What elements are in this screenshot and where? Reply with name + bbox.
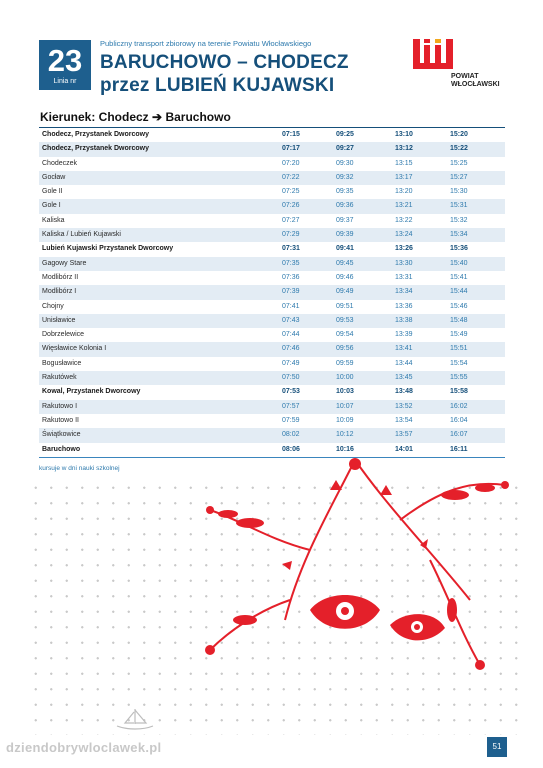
departure-time: 13:45	[391, 371, 450, 385]
departure-time: 15:48	[450, 314, 505, 328]
table-row	[39, 342, 505, 356]
departure-time: 09:41	[336, 245, 354, 253]
table-row	[39, 142, 505, 156]
departure-time: 09:39	[314, 228, 391, 242]
departure-time: 09:45	[314, 257, 391, 271]
departure-time: 13:34	[391, 285, 450, 299]
departure-time: 09:51	[336, 302, 354, 310]
departure-time: 10:09	[336, 416, 354, 424]
line-number-badge	[39, 40, 91, 90]
departure-time: 10:12	[314, 428, 391, 442]
departure-time: 07:35	[282, 257, 314, 271]
table-row	[39, 414, 505, 428]
departure-time: 13:22	[395, 216, 413, 224]
departure-time: 15:36	[450, 245, 468, 253]
direction-label: Kierunek: Chodecz	[40, 110, 149, 124]
departure-time: 13:44	[395, 359, 413, 367]
departure-time: 09:53	[314, 314, 391, 328]
departure-time: 07:15	[282, 128, 314, 143]
direction-destination: Baruchowo	[165, 110, 231, 124]
departure-time: 15:25	[450, 159, 468, 167]
departure-time: 15:40	[450, 257, 505, 271]
stop-name: Kaliska	[42, 216, 65, 224]
route-title: BARUCHOWO – CHODECZ	[100, 52, 349, 73]
stop-name: Unisławice	[39, 314, 282, 328]
departure-time: 09:36	[314, 199, 391, 213]
folk-floral-ornament	[190, 450, 520, 685]
route-subtitle: przez LUBIEŃ KUJAWSKI	[100, 75, 335, 96]
timetable	[39, 127, 505, 458]
stop-name: Kaliska / Lubień Kujawski	[39, 228, 282, 242]
powiat-logo-icon	[413, 39, 459, 75]
departure-time: 07:44	[282, 331, 300, 339]
stop-name: Modlibórz II	[42, 273, 79, 281]
departure-time: 08:06	[282, 443, 314, 458]
table-row	[39, 371, 505, 385]
departure-time: 07:29	[282, 228, 314, 242]
departure-time: 07:17	[282, 142, 314, 156]
table-row	[39, 214, 505, 228]
departure-time: 07:49	[282, 359, 300, 367]
departure-time: 09:35	[336, 188, 354, 196]
departure-time: 13:30	[391, 257, 450, 271]
departure-time: 07:25	[282, 188, 300, 196]
departure-time: 07:20	[282, 159, 300, 167]
departure-time: 15:22	[450, 142, 505, 156]
stop-name: Więsławice Kolonia I	[39, 342, 282, 356]
departure-time: 13:15	[395, 159, 413, 167]
table-row	[39, 271, 505, 285]
departure-time: 15:46	[450, 302, 468, 310]
departure-time: 15:32	[450, 216, 468, 224]
departure-time: 13:12	[391, 142, 450, 156]
departure-time: 09:46	[336, 273, 354, 281]
stop-name: Baruchowo	[39, 443, 282, 458]
departure-time: 07:36	[282, 273, 300, 281]
stop-name: Rakutowo I	[39, 400, 282, 414]
departure-time: 15:34	[450, 228, 505, 242]
stop-name: Modlibórz I	[39, 285, 282, 299]
departure-time: 07:31	[282, 245, 300, 253]
departure-time: 16:04	[450, 416, 468, 424]
table-row	[39, 300, 505, 314]
direction-heading	[40, 110, 231, 124]
page-subtitle: Publiczny transport zbiorowy na terenie Powiatu Włocławskiego	[100, 39, 312, 48]
departure-time: 07:26	[282, 199, 314, 213]
table-row	[39, 171, 505, 185]
departure-time: 09:56	[314, 342, 391, 356]
stop-name: Chojny	[42, 302, 64, 310]
departure-time: 13:39	[395, 331, 413, 339]
departure-time: 13:17	[391, 171, 450, 185]
departure-time: 13:26	[395, 245, 413, 253]
table-row	[39, 228, 505, 242]
departure-time: 15:27	[450, 171, 505, 185]
table-row	[39, 357, 505, 371]
departure-time: 07:39	[282, 285, 314, 299]
departure-time: 15:30	[450, 188, 468, 196]
departure-time: 13:20	[395, 188, 413, 196]
departure-time: 15:55	[450, 371, 505, 385]
departure-time: 09:27	[314, 142, 391, 156]
departure-time: 15:51	[450, 342, 505, 356]
stop-name: Świątkowice	[39, 428, 282, 442]
stop-name: Gagowy Stare	[39, 257, 282, 271]
watermark: dziendobrywloclawek.pl	[6, 740, 162, 755]
departure-time: 07:59	[282, 416, 300, 424]
departure-time: 10:07	[314, 400, 391, 414]
arrow-right-icon: ➔	[152, 110, 163, 124]
departure-time: 07:41	[282, 302, 300, 310]
table-row	[39, 385, 505, 399]
stop-name: Rakutówek	[39, 371, 282, 385]
stop-name: Bogusławice	[42, 359, 82, 367]
departure-time: 07:50	[282, 371, 314, 385]
departure-time: 15:20	[450, 128, 505, 143]
table-row	[39, 128, 505, 143]
departure-time: 10:00	[314, 371, 391, 385]
table-row	[39, 242, 505, 256]
departure-time: 07:57	[282, 400, 314, 414]
line-number: 23	[47, 43, 83, 78]
departure-time: 10:16	[314, 443, 391, 458]
stop-name: Gole I	[39, 199, 282, 213]
departure-time: 13:48	[395, 388, 413, 396]
table-row	[39, 199, 505, 213]
departure-time: 15:44	[450, 285, 505, 299]
stop-name: Gole II	[42, 188, 63, 196]
table-row	[39, 400, 505, 414]
stop-name: Lubień Kujawski Przystanek Dworcowy	[42, 245, 174, 253]
departure-time: 16:11	[450, 443, 505, 458]
stop-name: Chodecz, Przystanek Dworcowy	[39, 128, 282, 143]
logo-text	[451, 73, 500, 89]
stop-name: Chodeczek	[42, 159, 78, 167]
table-row	[39, 257, 505, 271]
departure-time: 13:31	[395, 273, 413, 281]
departure-time: 15:54	[450, 359, 468, 367]
departure-time: 08:02	[282, 428, 314, 442]
table-row	[39, 285, 505, 299]
departure-time: 07:22	[282, 171, 314, 185]
stop-name: Rakutowo II	[42, 416, 79, 424]
departure-time: 15:31	[450, 199, 505, 213]
departure-time: 09:59	[336, 359, 354, 367]
stop-name: Gocław	[39, 171, 282, 185]
departure-time: 15:41	[450, 273, 468, 281]
table-row	[39, 328, 505, 342]
departure-time: 09:54	[336, 331, 354, 339]
stop-name: Dobrzelewice	[42, 331, 85, 339]
logo-text-line2: WŁOCŁAWSKI	[451, 81, 500, 88]
stop-name: Chodecz, Przystanek Dworcowy	[39, 142, 282, 156]
sailboat-icon	[113, 706, 157, 732]
departure-time: 07:43	[282, 314, 314, 328]
departure-time: 09:30	[336, 159, 354, 167]
table-row	[39, 185, 505, 199]
departure-time: 09:25	[314, 128, 391, 143]
departure-time: 07:53	[282, 388, 300, 396]
departure-time: 15:49	[450, 331, 468, 339]
line-caption: Linia nr	[53, 78, 77, 85]
departure-time: 13:52	[391, 400, 450, 414]
footnote: kursuje w dni nauki szkolnej	[39, 465, 120, 472]
logo-text-line1: POWIAT	[451, 73, 479, 80]
page-number: 51	[487, 737, 507, 757]
departure-time: 13:38	[391, 314, 450, 328]
departure-time: 09:37	[336, 216, 354, 224]
departure-time: 13:57	[391, 428, 450, 442]
departure-time: 13:54	[395, 416, 413, 424]
departure-time: 09:49	[314, 285, 391, 299]
departure-time: 13:21	[391, 199, 450, 213]
table-row	[39, 157, 505, 171]
departure-time: 16:02	[450, 400, 505, 414]
departure-time: 16:07	[450, 428, 505, 442]
departure-time: 07:27	[282, 216, 300, 224]
departure-time: 13:41	[391, 342, 450, 356]
table-row	[39, 428, 505, 442]
departure-time: 10:03	[336, 388, 354, 396]
departure-time: 13:24	[391, 228, 450, 242]
departure-time: 15:58	[450, 388, 468, 396]
departure-time: 13:36	[395, 302, 413, 310]
departure-time: 07:46	[282, 342, 314, 356]
departure-time: 09:32	[314, 171, 391, 185]
table-row	[39, 314, 505, 328]
departure-time: 13:10	[391, 128, 450, 143]
stop-name: Kowal, Przystanek Dworcowy	[42, 388, 141, 396]
departure-time: 14:01	[391, 443, 450, 458]
